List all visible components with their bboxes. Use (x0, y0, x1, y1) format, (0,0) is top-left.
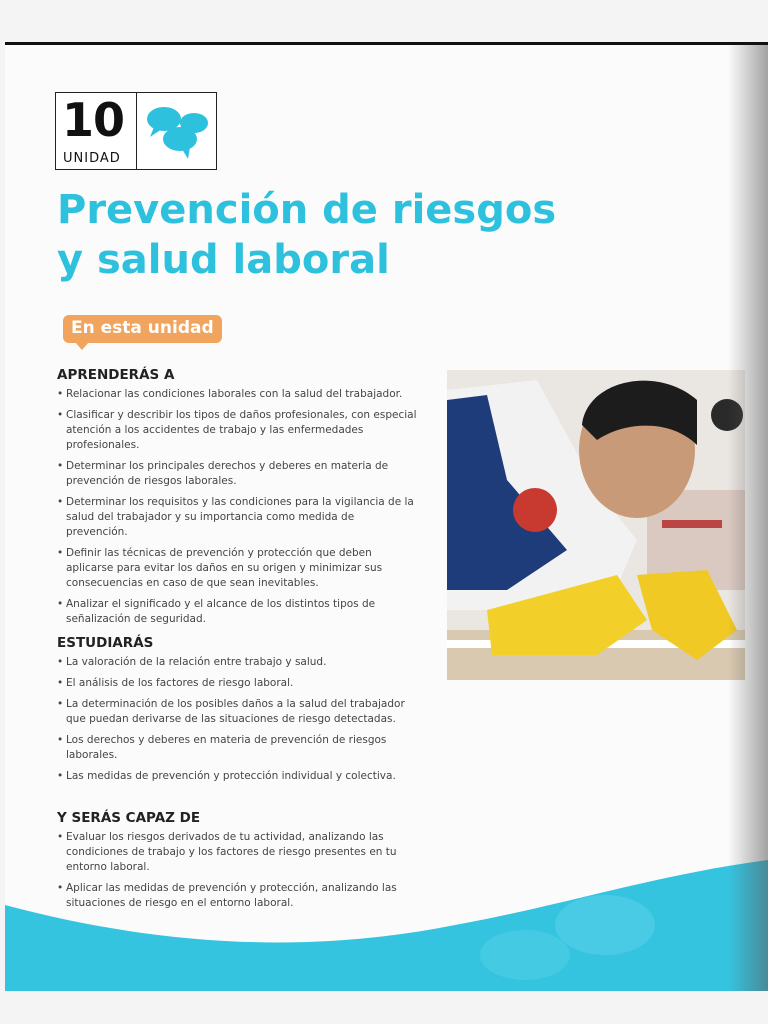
list-item: • Definir las técnicas de prevención y protección que deben aplicarse para evitar los daños en su origen y minimizar sus consecuencias en caso de que sean inevitables. (57, 546, 417, 591)
section-aprenderas (57, 367, 417, 633)
list-item: • El análisis de los factores de riesgo laboral. (57, 676, 417, 691)
book-page (5, 42, 768, 991)
unit-box (55, 92, 217, 170)
section-seras-capaz (57, 810, 417, 917)
list-item: • Las medidas de prevención y protección individual y colectiva. (57, 769, 417, 784)
title-line-1: Prevención de riesgos (57, 187, 557, 233)
title-line-2: y salud laboral (57, 237, 390, 283)
unit-number: 10 (62, 93, 125, 147)
list-item: • Los derechos y deberes en materia de prevención de riesgos laborales. (57, 733, 417, 763)
worker-photo (447, 370, 745, 680)
list-item: • Evaluar los riesgos derivados de tu actividad, analizando las condiciones de trabajo y los factores de riesgo presentes en tu entorno laboral. (57, 830, 417, 875)
list-item: • La determinación de los posibles daños a la salud del trabajador que puedan derivarse de las situaciones de riesgo detectadas. (57, 697, 417, 727)
list-item: • Determinar los principales derechos y deberes en materia de prevención de riesgos laborales. (57, 459, 417, 489)
list-item: • Determinar los requisitos y las condiciones para la vigilancia de la salud del trabajador y su importancia como medida de prevención. (57, 495, 417, 540)
unit-label: UNIDAD (63, 151, 121, 166)
list-item: • Aplicar las medidas de prevención y protección, analizando las situaciones de riesgo en el entorno laboral. (57, 881, 417, 911)
speech-bubbles-icon (142, 99, 212, 163)
section-estudiaras (57, 635, 417, 790)
list-item: • Analizar el significado y el alcance de los distintos tipos de señalización de seguridad. (57, 597, 417, 627)
section-heading: ESTUDIARÁS (57, 635, 154, 651)
list-item: • Relacionar las condiciones laborales con la salud del trabajador. (57, 387, 417, 402)
page-edge-shadow (728, 45, 768, 991)
section-heading: APRENDERÁS A (57, 367, 175, 383)
list-item: • Clasificar y describir los tipos de daños profesionales, con especial atención a los accidentes de trabajo y las enfermedades profesionales. (57, 408, 417, 453)
list-item: • La valoración de la relación entre trabajo y salud. (57, 655, 417, 670)
page-title (57, 185, 556, 285)
section-badge: En esta unidad (63, 315, 222, 343)
section-heading: Y SERÁS CAPAZ DE (57, 810, 201, 826)
